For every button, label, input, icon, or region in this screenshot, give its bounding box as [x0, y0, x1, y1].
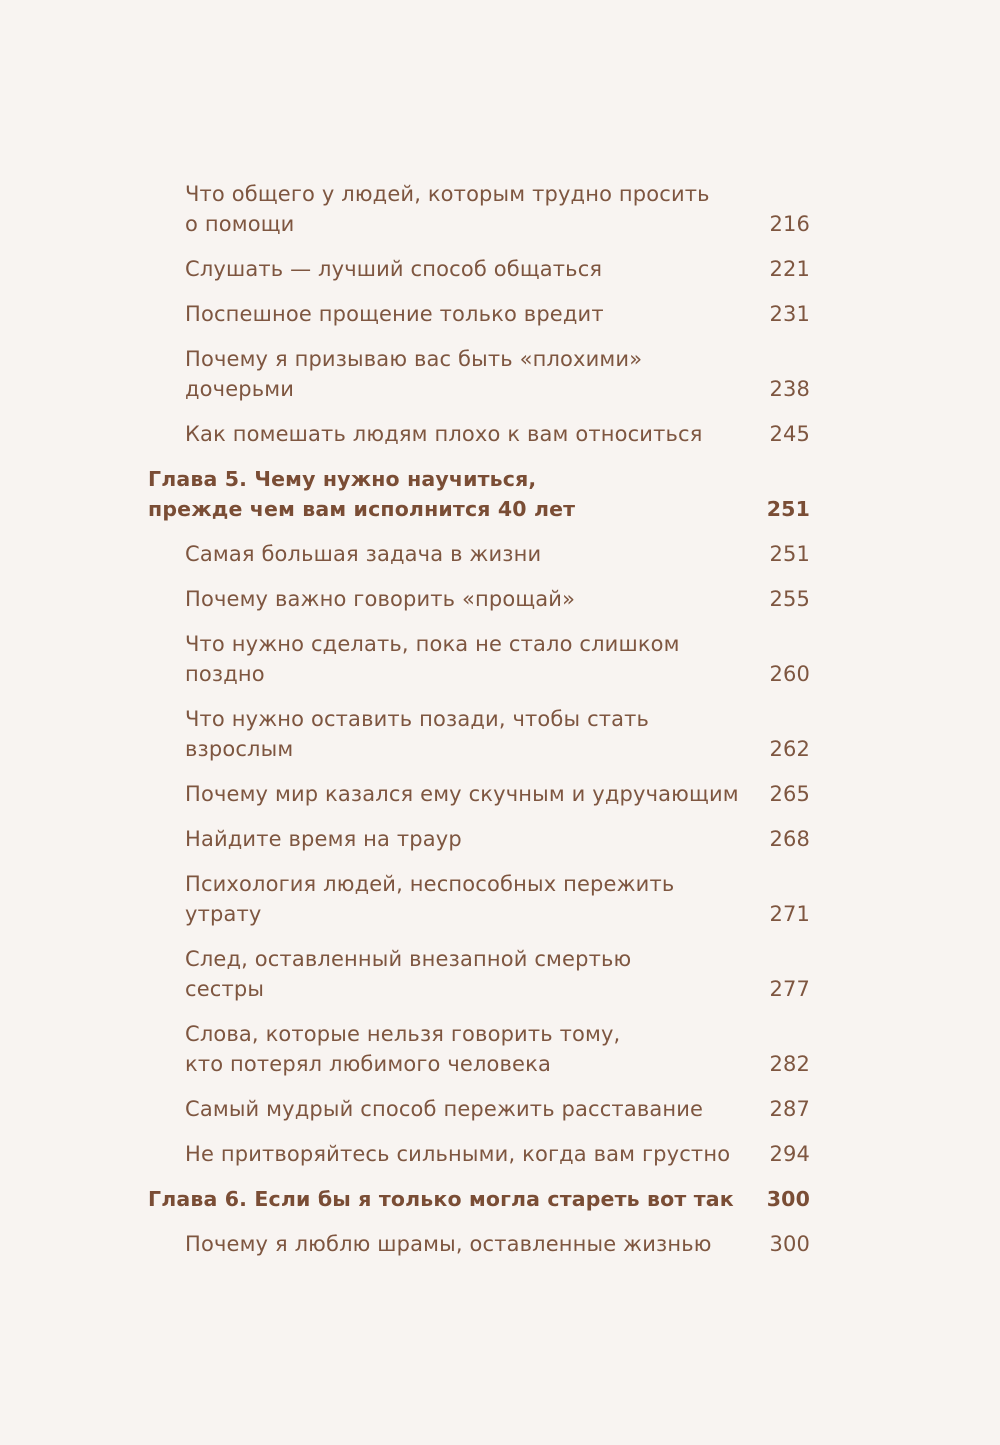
toc-entry-page: 260 — [769, 662, 810, 686]
toc-entry-page: 265 — [769, 782, 810, 806]
toc-entry-title: Почему мир казался ему скучным и удручающим — [185, 782, 739, 806]
toc-entry-title: Самая большая задача в жизни — [185, 542, 542, 566]
toc-entry-page: 231 — [769, 302, 810, 326]
toc-entry-section — [148, 629, 810, 689]
toc-entry-section — [148, 299, 810, 329]
toc-entry-page: 268 — [769, 827, 810, 851]
toc-entry-page: 255 — [769, 587, 810, 611]
table-of-contents — [148, 179, 810, 1274]
toc-entry-page: 271 — [769, 902, 810, 926]
toc-entry-section — [148, 539, 810, 569]
toc-entry-title: Психология людей, неспособных пережить утрату — [185, 872, 675, 926]
toc-entry-section — [148, 944, 810, 1004]
toc-entry-page: 238 — [769, 377, 810, 401]
toc-entry-section — [148, 869, 810, 929]
toc-entry-section — [148, 419, 810, 449]
toc-entry-section — [148, 1229, 810, 1259]
toc-entry-title: Слова, которые нельзя говорить тому, кто потерял любимого человека — [185, 1022, 621, 1076]
toc-entry-chapter — [148, 464, 810, 524]
toc-entry-section — [148, 1139, 810, 1169]
toc-entry-page: 294 — [769, 1142, 810, 1166]
toc-entry-page: 282 — [769, 1052, 810, 1076]
toc-entry-title: Поспешное прощение только вредит — [185, 302, 604, 326]
toc-entry-page: 277 — [769, 977, 810, 1001]
toc-entry-title: Почему важно говорить «прощай» — [185, 587, 576, 611]
toc-entry-section — [148, 1094, 810, 1124]
toc-entry-title: Что нужно сделать, пока не стало слишком поздно — [185, 632, 680, 686]
toc-entry-page: 251 — [769, 542, 810, 566]
toc-entry-title: Найдите время на траур — [185, 827, 462, 851]
toc-entry-section — [148, 344, 810, 404]
toc-entry-section — [148, 824, 810, 854]
toc-entry-page: 287 — [769, 1097, 810, 1121]
toc-entry-title: Что общего у людей, которым трудно просить о помощи — [185, 182, 710, 236]
toc-entry-title: Слушать — лучший способ общаться — [185, 257, 603, 281]
toc-entry-section — [148, 779, 810, 809]
toc-entry-chapter — [148, 1184, 810, 1214]
chapter-title: Глава 5. Чему нужно научиться, прежде чем вам исполнится 40 лет — [148, 467, 576, 521]
toc-entry-page: 300 — [769, 1232, 810, 1256]
toc-entry-section — [148, 254, 810, 284]
chapter-page: 251 — [766, 497, 810, 521]
toc-entry-section — [148, 179, 810, 239]
chapter-page: 300 — [766, 1187, 810, 1211]
toc-entry-page: 221 — [769, 257, 810, 281]
toc-entry-title: Что нужно оставить позади, чтобы стать взрослым — [185, 707, 650, 761]
toc-entry-page: 262 — [769, 737, 810, 761]
toc-entry-title: Почему я призываю вас быть «плохими» дочерьми — [185, 347, 643, 401]
toc-entry-title: След, оставленный внезапной смертью сестры — [185, 947, 632, 1001]
toc-entry-title: Не притворяйтесь сильными, когда вам грустно — [185, 1142, 731, 1166]
toc-entry-section — [148, 704, 810, 764]
toc-entry-title: Почему я люблю шрамы, оставленные жизнью — [185, 1232, 712, 1256]
toc-entry-title: Самый мудрый способ пережить расставание — [185, 1097, 704, 1121]
chapter-title: Глава 6. Если бы я только могла стареть вот так — [148, 1187, 734, 1211]
toc-entry-page: 245 — [769, 422, 810, 446]
toc-entry-section — [148, 1019, 810, 1079]
toc-entry-section — [148, 584, 810, 614]
toc-entry-title: Как помешать людям плохо к вам относиться — [185, 422, 703, 446]
toc-entry-page: 216 — [769, 212, 810, 236]
